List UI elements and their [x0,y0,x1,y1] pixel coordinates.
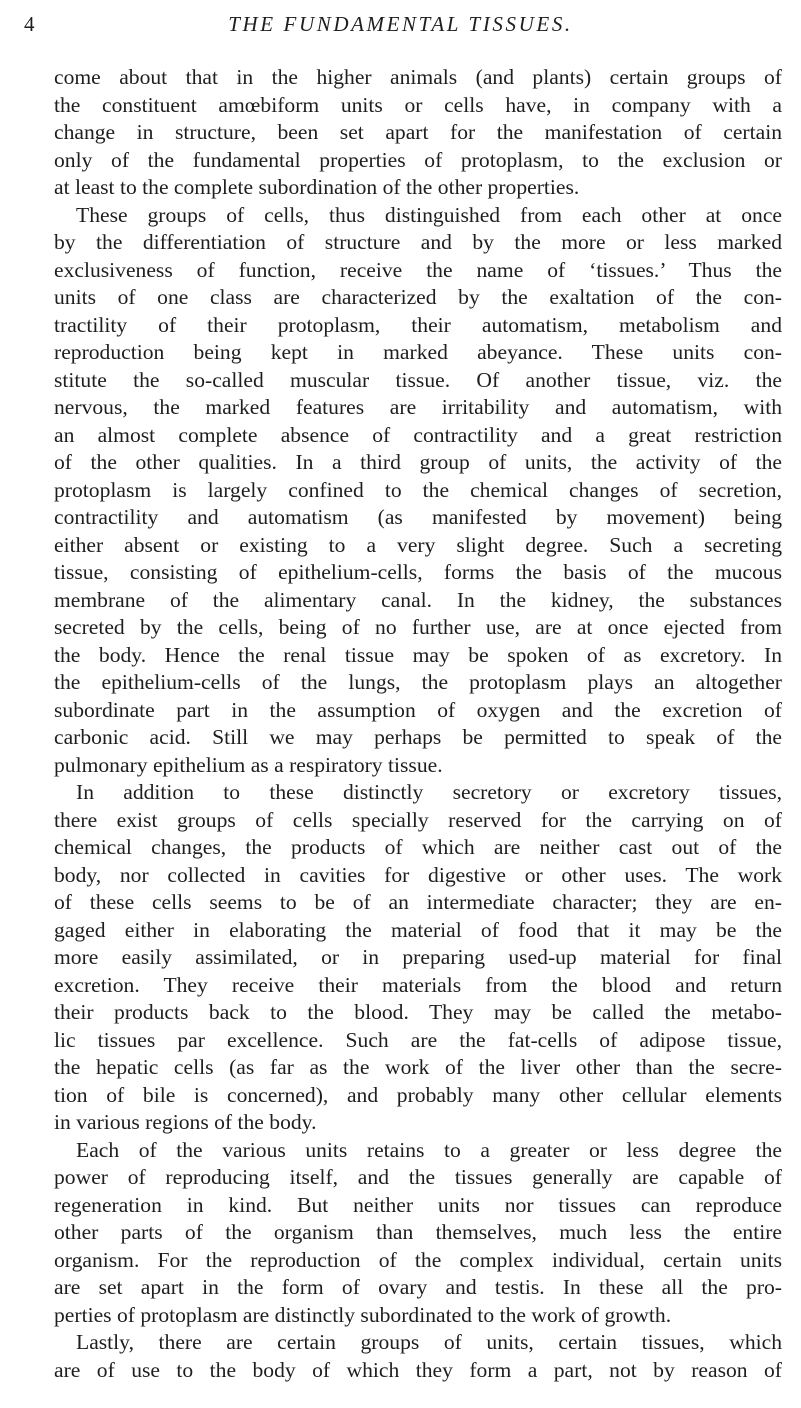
text-line: Lastly, there are certain groups of units, certain tissues, which [76,1330,782,1354]
text-line: tissue, consisting of epithelium-cells, forms the basis of the mucous [54,560,782,584]
paragraph [54,1137,782,1330]
text-line: the epithelium-cells of the lungs, the protoplasm plays an altogether [54,670,782,694]
text-line: more easily assimilated, or in preparing used-up material for final [54,945,782,969]
text-line: their products back to the blood. They may be called the metabo- [54,1000,782,1024]
text-line: only of the fundamental properties of protoplasm, to the exclusion or [54,147,782,172]
text-line: are set apart in the form of ovary and testis. In these all the pro- [54,1275,782,1299]
text-line: perties of protoplasm are distinctly subordinated to the work of growth. [54,1302,672,1327]
text-line: body, nor collected in cavities for digestive or other uses. The work [54,862,782,887]
text-line: regeneration in kind. But neither units nor tissues can reproduce [54,1192,782,1217]
text-line: of the other qualities. In a third group of units, the activity of the [54,450,782,474]
paragraph [54,779,782,1137]
text-line: gaged either in elaborating the material of food that it may be the [54,917,782,942]
text-line: membrane of the alimentary canal. In the kidney, the substances [54,587,782,612]
text-line: organism. For the reproduction of the complex individual, certain units [54,1247,782,1272]
text-line: other parts of the organism than themselves, much less the entire [54,1220,782,1244]
text-line: subordinate part in the assumption of oxygen and the excretion of [54,697,782,722]
text-line: power of reproducing itself, and the tissues generally are capable of [54,1165,782,1189]
text-line: by the differentiation of structure and by the more or less marked [54,230,782,254]
text-line: carbonic acid. Still we may perhaps be permitted to speak of the [54,725,782,749]
text-line: chemical changes, the products of which are neither cast out of the [54,835,782,859]
text-line: there exist groups of cells specially reserved for the carrying on of [54,807,782,832]
text-line: tion of bile is concerned), and probably many other cellular elements [54,1082,782,1107]
text-line: These groups of cells, thus distinguished from each other at once [76,202,782,227]
text-line: lic tissues par excellence. Such are the fat-cells of adipose tissue, [54,1027,782,1052]
page-number: 4 [24,12,35,36]
text-line: stitute the so-called muscular tissue. Of another tissue, viz. the [54,367,782,392]
text-line: tractility of their protoplasm, their automatism, metabolism and [54,312,782,337]
text-line: In addition to these distinctly secretory or excretory tissues, [76,780,782,804]
text-line: the body. Hence the renal tissue may be spoken of as excretory. In [54,642,782,667]
text-line: units of one class are characterized by the exaltation of the con- [54,285,782,309]
text-line: protoplasm is largely confined to the chemical changes of secretion, [54,477,782,502]
text-line: are of use to the body of which they form a part, not by reason of [54,1357,782,1382]
text-line: pulmonary epithelium as a respiratory tissue. [54,752,443,777]
running-head: THE FUNDAMENTAL TISSUES. [228,12,573,36]
text-line: the hepatic cells (as far as the work of the liver other than the secre- [54,1055,782,1079]
text-line: change in structure, been set apart for the manifestation of certain [54,120,782,144]
text-line: exclusiveness of function, receive the name of ‘tissues.’ Thus the [54,257,782,282]
text-line: nervous, the marked features are irritability and automatism, with [54,395,782,419]
text-line: the constituent amœbiform units or cells have, in company with a [54,92,782,117]
text-line: of these cells seems to be of an intermediate character; they are en- [54,890,782,914]
text-line: an almost complete absence of contractility and a great restriction [54,422,782,447]
text-line: come about that in the higher animals (and plants) certain groups of [54,65,782,89]
body-text [54,64,782,1384]
text-line: contractility and automatism (as manifested by movement) being [54,505,782,529]
paragraph [54,64,782,202]
text-line: in various regions of the body. [54,1110,317,1134]
paragraph [54,1329,782,1384]
text-line: Each of the various units retains to a greater or less degree the [76,1137,782,1162]
text-line: secreted by the cells, being of no further use, are at once ejected from [54,615,782,639]
text-line: excretion. They receive their materials from the blood and return [54,972,782,997]
text-line: at least to the complete subordination of the other properties. [54,175,580,199]
text-line: either absent or existing to a very slight degree. Such a secreting [54,532,782,557]
text-line: reproduction being kept in marked abeyance. These units con- [54,340,782,364]
paragraph [54,202,782,780]
